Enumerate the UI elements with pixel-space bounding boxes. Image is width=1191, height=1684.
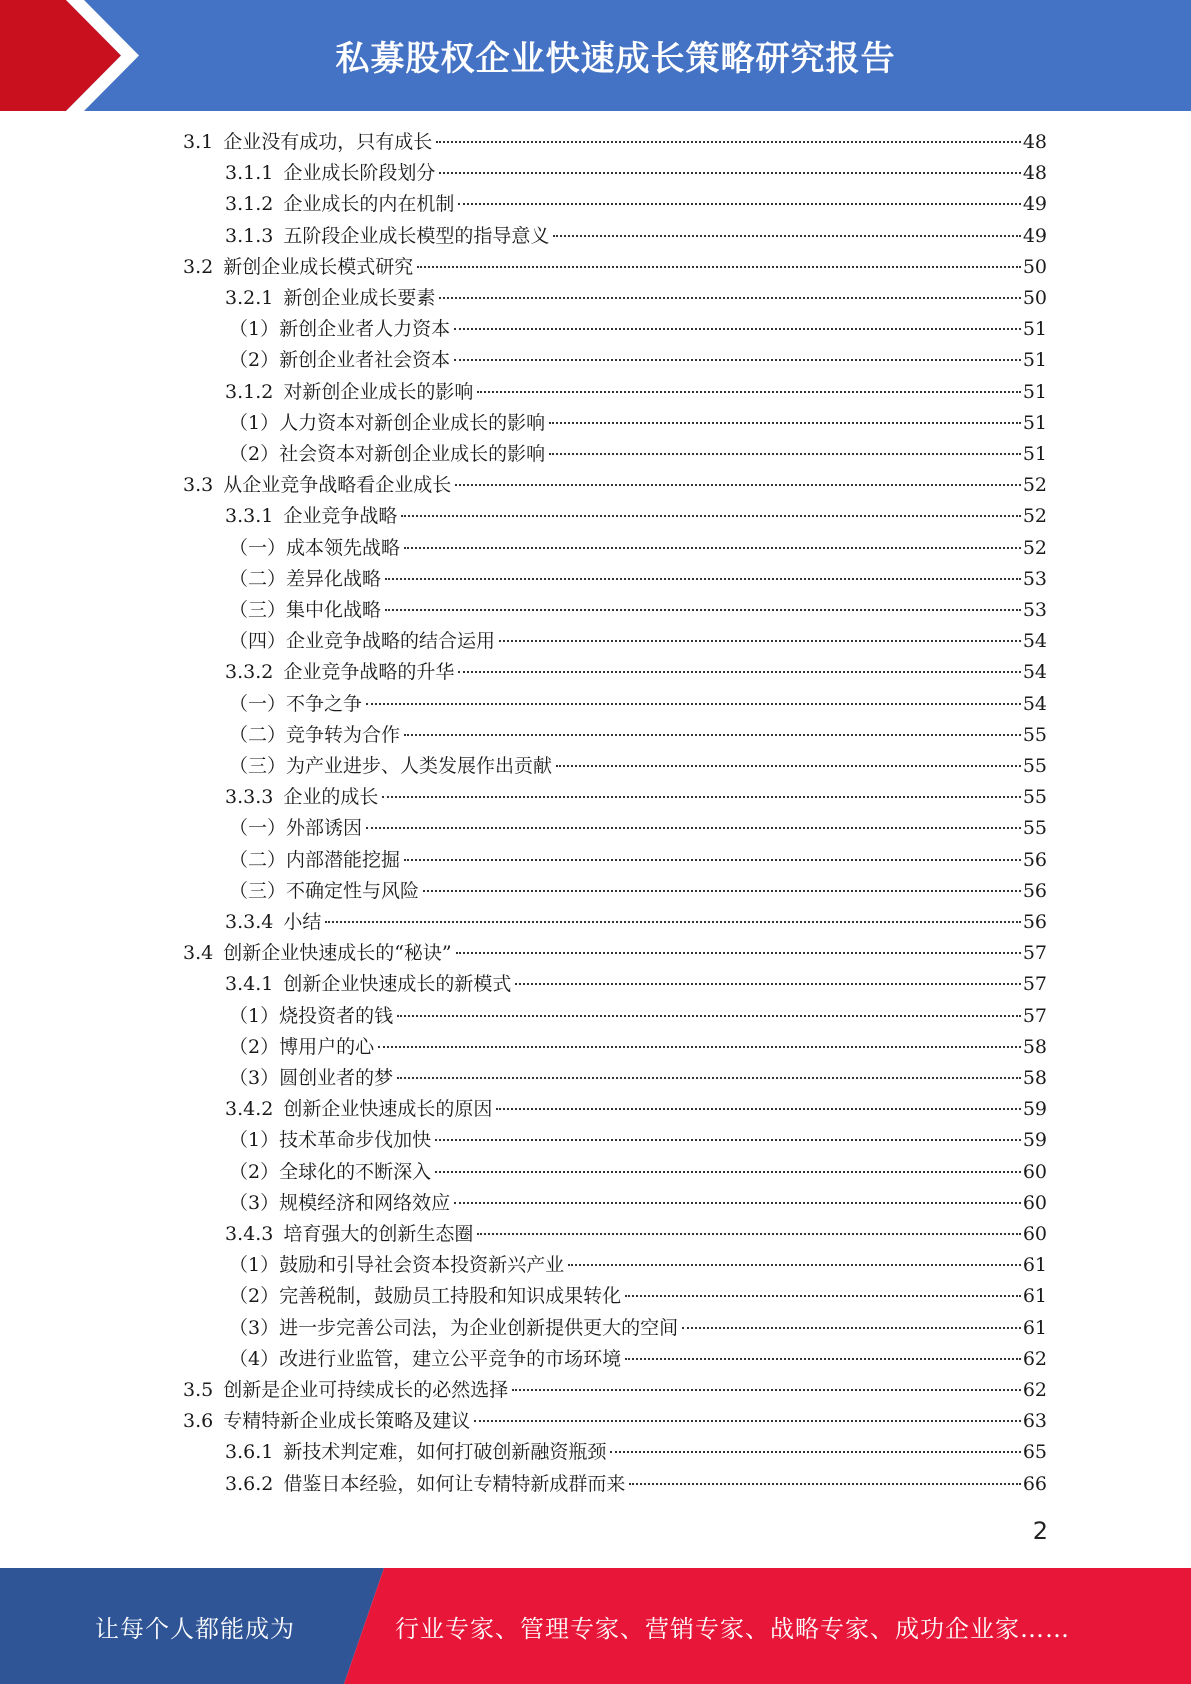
toc-entry-number: 3.1.2 bbox=[225, 193, 274, 216]
toc-entry-title: 外部诱因 bbox=[286, 817, 363, 840]
toc-entry[interactable] bbox=[229, 876, 1047, 907]
toc-entry-page: 51 bbox=[1022, 349, 1047, 372]
toc-dot-leader bbox=[435, 1139, 1021, 1141]
toc-dot-leader bbox=[515, 983, 1020, 985]
toc-entry-title: 博用户的心 bbox=[279, 1035, 375, 1058]
toc-dot-leader bbox=[325, 921, 1020, 923]
toc-entry[interactable] bbox=[225, 189, 1047, 220]
toc-entry-title: 新创企业成长模式研究 bbox=[223, 255, 414, 278]
toc-entry-number: （三） bbox=[229, 879, 287, 902]
toc-dot-leader bbox=[556, 765, 1021, 767]
toc-entry-title: 新创企业者人力资本 bbox=[279, 318, 451, 341]
toc-entry[interactable] bbox=[225, 1437, 1047, 1468]
toc-dot-leader bbox=[625, 1358, 1021, 1360]
toc-entry-number: 3.4 bbox=[183, 942, 214, 965]
toc-entry-title: 企业成长的内在机制 bbox=[283, 193, 455, 216]
toc-entry-number: （1） bbox=[229, 1004, 280, 1027]
toc-entry[interactable] bbox=[229, 1188, 1047, 1219]
toc-entry[interactable] bbox=[229, 439, 1047, 470]
toc-entry-number: （1） bbox=[229, 411, 280, 434]
toc-entry-page: 58 bbox=[1022, 1067, 1047, 1089]
toc-entry-title: 为产业进步、人类发展作出贡献 bbox=[286, 755, 553, 777]
toc-dot-leader bbox=[458, 203, 1020, 205]
toc-entry[interactable] bbox=[229, 1157, 1047, 1188]
toc-dot-leader bbox=[378, 1046, 1021, 1048]
toc-entry-number: 3.6.2 bbox=[225, 1472, 274, 1495]
toc-entry-title: 创新企业快速成长的“秘诀” bbox=[223, 942, 452, 965]
page-footer bbox=[0, 1568, 1191, 1684]
toc-entry[interactable] bbox=[225, 907, 1047, 938]
toc-entry[interactable] bbox=[225, 1219, 1047, 1250]
toc-entry-title: 技术革命步伐加快 bbox=[279, 1129, 432, 1152]
toc-entry-page: 60 bbox=[1022, 1191, 1047, 1214]
toc-entry-title: 圆创业者的梦 bbox=[279, 1067, 394, 1089]
toc-entry[interactable] bbox=[225, 1469, 1047, 1500]
toc-dot-leader bbox=[568, 1264, 1021, 1266]
toc-entry-title: 企业成长阶段划分 bbox=[283, 162, 436, 185]
toc-dot-leader bbox=[456, 952, 1021, 954]
toc-entry-number: （3） bbox=[229, 1067, 280, 1089]
toc-entry-page: 51 bbox=[1022, 443, 1047, 465]
toc-entry-page: 62 bbox=[1022, 1379, 1047, 1401]
toc-entry-title: 集中化战略 bbox=[286, 599, 382, 621]
toc-entry-number: （二） bbox=[229, 567, 287, 590]
toc-entry[interactable] bbox=[225, 782, 1047, 813]
toc-entry[interactable] bbox=[225, 283, 1047, 314]
toc-dot-leader bbox=[401, 515, 1020, 517]
toc-entry-page: 53 bbox=[1022, 599, 1047, 621]
toc-entry-title: 人力资本对新创企业成长的影响 bbox=[279, 411, 546, 434]
toc-entry[interactable] bbox=[229, 751, 1047, 782]
toc-dot-leader bbox=[435, 1171, 1021, 1173]
toc-dot-leader bbox=[423, 890, 1021, 892]
toc-entry[interactable] bbox=[229, 1063, 1047, 1094]
toc-entry-number: （二） bbox=[229, 848, 287, 871]
toc-entry-page: 61 bbox=[1022, 1254, 1047, 1277]
toc-entry-title: 企业的成长 bbox=[283, 786, 379, 809]
toc-entry-page: 62 bbox=[1022, 1347, 1047, 1370]
toc-entry-page: 60 bbox=[1022, 1223, 1047, 1245]
toc-entry-page: 52 bbox=[1022, 474, 1047, 497]
toc-entry-number: 3.1.1 bbox=[225, 162, 274, 185]
toc-entry[interactable] bbox=[229, 1281, 1047, 1312]
toc-entry-title: 不争之争 bbox=[286, 692, 363, 715]
toc-dot-leader bbox=[397, 1015, 1021, 1017]
toc-entry-title: 进一步完善公司法，为企业创新提供更大的空间 bbox=[279, 1316, 679, 1339]
toc-entry-number: 3.2 bbox=[183, 255, 214, 278]
toc-entry-page: 52 bbox=[1022, 536, 1047, 559]
toc-entry-title: 企业竞争战略的升华 bbox=[283, 661, 455, 684]
toc-entry-number: （3） bbox=[229, 1316, 280, 1339]
toc-entry-page: 55 bbox=[1022, 786, 1047, 809]
toc-entry[interactable] bbox=[229, 1125, 1047, 1156]
toc-dot-leader bbox=[404, 547, 1021, 549]
toc-entry[interactable] bbox=[183, 470, 1047, 501]
toc-entry-page: 54 bbox=[1022, 692, 1047, 715]
toc-dot-leader bbox=[625, 1295, 1021, 1297]
toc-entry-title: 竞争转为合作 bbox=[286, 723, 401, 746]
toc-entry-number: （2） bbox=[229, 443, 280, 465]
toc-entry-title: 专精特新企业成长策略及建议 bbox=[223, 1410, 471, 1433]
toc-entry[interactable] bbox=[229, 1313, 1047, 1344]
toc-entry-title: 内部潜能挖掘 bbox=[286, 848, 401, 871]
toc-entry-number: （1） bbox=[229, 1129, 280, 1152]
toc-entry[interactable] bbox=[225, 501, 1047, 532]
toc-dot-leader bbox=[549, 453, 1021, 455]
toc-entry[interactable] bbox=[229, 720, 1047, 751]
toc-entry-title: 鼓励和引导社会资本投资新兴产业 bbox=[279, 1254, 565, 1277]
toc-entry-number: 3.1.3 bbox=[225, 224, 274, 247]
toc-entry[interactable] bbox=[229, 1250, 1047, 1281]
toc-entry-title: 借鉴日本经验，如何让专精特新成群而来 bbox=[283, 1472, 626, 1495]
toc-entry-title: 培育强大的创新生态圈 bbox=[283, 1223, 474, 1245]
toc-entry[interactable] bbox=[229, 1032, 1047, 1063]
toc-dot-leader bbox=[436, 141, 1021, 143]
toc-entry-title: 烧投资者的钱 bbox=[279, 1004, 394, 1027]
toc-entry-page: 50 bbox=[1022, 255, 1047, 278]
toc-dot-leader bbox=[385, 578, 1021, 580]
toc-dot-leader bbox=[454, 359, 1021, 361]
toc-entry[interactable] bbox=[229, 595, 1047, 626]
toc-entry-page: 49 bbox=[1022, 224, 1047, 247]
toc-entry[interactable] bbox=[183, 1406, 1047, 1437]
toc-entry[interactable] bbox=[229, 689, 1047, 720]
toc-entry[interactable] bbox=[183, 252, 1047, 283]
toc-dot-leader bbox=[477, 391, 1020, 393]
toc-entry[interactable] bbox=[225, 969, 1047, 1000]
toc-entry-page: 51 bbox=[1022, 380, 1047, 403]
toc-entry-title: 全球化的不断深入 bbox=[279, 1160, 432, 1183]
toc-entry-number: 3.3.4 bbox=[225, 911, 274, 933]
toc-entry-title: 新创企业者社会资本 bbox=[279, 349, 451, 372]
toc-entry-page: 60 bbox=[1022, 1160, 1047, 1183]
toc-entry-page: 65 bbox=[1022, 1441, 1047, 1464]
toc-entry-title: 创新是企业可持续成长的必然选择 bbox=[223, 1379, 509, 1401]
toc-entry[interactable] bbox=[229, 345, 1047, 376]
toc-entry-page: 56 bbox=[1022, 911, 1047, 933]
toc-entry-page: 54 bbox=[1022, 661, 1047, 684]
toc-dot-leader bbox=[499, 640, 1021, 642]
toc-entry-number: （2） bbox=[229, 1285, 280, 1308]
toc-entry[interactable] bbox=[229, 845, 1047, 876]
toc-dot-leader bbox=[382, 796, 1020, 798]
toc-dot-leader bbox=[397, 1077, 1021, 1079]
toc-dot-leader bbox=[474, 1420, 1021, 1422]
toc-entry-number: 3.6 bbox=[183, 1410, 214, 1433]
toc-entry[interactable] bbox=[229, 1344, 1047, 1375]
toc-entry[interactable] bbox=[225, 657, 1047, 688]
toc-entry-number: （1） bbox=[229, 1254, 280, 1277]
toc-dot-leader bbox=[477, 1233, 1020, 1235]
toc-dot-leader bbox=[366, 703, 1021, 705]
toc-dot-leader bbox=[404, 859, 1021, 861]
page-header bbox=[0, 0, 1191, 111]
toc-dot-leader bbox=[417, 266, 1021, 268]
toc-entry-number: （四） bbox=[229, 630, 287, 653]
toc-entry[interactable] bbox=[229, 314, 1047, 345]
toc-entry-title: 完善税制，鼓励员工持股和知识成果转化 bbox=[279, 1285, 622, 1308]
toc-entry-page: 57 bbox=[1022, 1004, 1047, 1027]
toc-entry-page: 48 bbox=[1022, 131, 1047, 153]
toc-entry-title: 成本领先战略 bbox=[286, 536, 401, 559]
toc-entry-page: 56 bbox=[1022, 879, 1047, 902]
toc-entry-number: （2） bbox=[229, 1160, 280, 1183]
toc-entry[interactable] bbox=[229, 626, 1047, 657]
toc-entry-page: 55 bbox=[1022, 817, 1047, 840]
toc-dot-leader bbox=[454, 1202, 1021, 1204]
toc-entry-number: （三） bbox=[229, 755, 287, 777]
footer-slogan-right: 行业专家、管理专家、营销专家、战略专家、成功企业家…… bbox=[395, 1614, 1070, 1643]
toc-entry-page: 58 bbox=[1022, 1035, 1047, 1058]
toc-entry-title: 小结 bbox=[283, 911, 322, 933]
toc-entry-page: 53 bbox=[1022, 567, 1047, 590]
toc-dot-leader bbox=[549, 422, 1021, 424]
toc-entry-number: （2） bbox=[229, 349, 280, 372]
toc-entry-title: 企业竞争战略的结合运用 bbox=[286, 630, 496, 653]
toc-entry-number: 3.1.2 bbox=[225, 380, 274, 403]
toc-entry-title: 创新企业快速成长的原因 bbox=[283, 1098, 493, 1121]
toc-entry-number: （一） bbox=[229, 536, 287, 559]
toc-entry[interactable] bbox=[225, 221, 1047, 252]
toc-entry-page: 66 bbox=[1022, 1472, 1047, 1495]
toc-dot-leader bbox=[404, 734, 1021, 736]
toc-entry-page: 51 bbox=[1022, 318, 1047, 341]
toc-entry-title: 新技术判定难，如何打破创新融资瓶颈 bbox=[283, 1441, 607, 1464]
toc-entry-number: 3.4.3 bbox=[225, 1223, 274, 1245]
toc-entry-page: 51 bbox=[1022, 411, 1047, 434]
toc-entry-number: （一） bbox=[229, 692, 287, 715]
toc-entry-title: 社会资本对新创企业成长的影响 bbox=[279, 443, 546, 465]
toc-entry-title: 企业没有成功，只有成长 bbox=[223, 131, 433, 153]
toc-entry-page: 49 bbox=[1022, 193, 1047, 216]
toc-entry-title: 五阶段企业成长模型的指导意义 bbox=[283, 224, 550, 247]
toc-entry-number: 3.5 bbox=[183, 1379, 214, 1401]
toc-entry-title: 对新创企业成长的影响 bbox=[283, 380, 474, 403]
toc-dot-leader bbox=[455, 484, 1021, 486]
toc-entry-number: 3.1 bbox=[183, 131, 214, 153]
footer-slogan-left: 让每个人都能成为 bbox=[95, 1614, 295, 1643]
toc-entry-page: 50 bbox=[1022, 287, 1047, 309]
toc-entry-title: 规模经济和网络效应 bbox=[279, 1191, 451, 1214]
toc-entry-number: 3.4.1 bbox=[225, 973, 274, 996]
toc-entry[interactable] bbox=[225, 158, 1047, 189]
toc-entry-page: 55 bbox=[1022, 755, 1047, 777]
toc-dot-leader bbox=[682, 1327, 1021, 1329]
toc-entry-page: 54 bbox=[1022, 630, 1047, 653]
toc-entry-page: 59 bbox=[1022, 1098, 1047, 1121]
toc-entry-page: 57 bbox=[1022, 942, 1047, 965]
toc-dot-leader bbox=[439, 172, 1020, 174]
toc-entry[interactable] bbox=[229, 564, 1047, 595]
toc-entry-page: 57 bbox=[1022, 973, 1047, 996]
toc-entry-page: 55 bbox=[1022, 723, 1047, 746]
toc-entry-title: 企业竞争战略 bbox=[283, 505, 398, 528]
toc-entry[interactable] bbox=[183, 938, 1047, 969]
toc-entry-page: 56 bbox=[1022, 848, 1047, 871]
toc-entry-page: 59 bbox=[1022, 1129, 1047, 1152]
toc-entry-title: 从企业竞争战略看企业成长 bbox=[223, 474, 452, 497]
toc-entry-number: （2） bbox=[229, 1035, 280, 1058]
toc-entry[interactable] bbox=[225, 1094, 1047, 1125]
toc-entry[interactable] bbox=[229, 533, 1047, 564]
toc-dot-leader bbox=[553, 235, 1020, 237]
toc-entry-title: 不确定性与风险 bbox=[286, 879, 420, 902]
toc-entry-page: 61 bbox=[1022, 1316, 1047, 1339]
toc-entry-title: 创新企业快速成长的新模式 bbox=[283, 973, 512, 996]
toc-entry-number: （二） bbox=[229, 723, 287, 746]
toc-entry-page: 63 bbox=[1022, 1410, 1047, 1433]
toc-entry[interactable] bbox=[183, 127, 1047, 158]
toc-entry-number: 3.3.2 bbox=[225, 661, 274, 684]
toc-entry-number: 3.4.2 bbox=[225, 1098, 274, 1121]
toc-entry[interactable] bbox=[229, 408, 1047, 439]
toc-dot-leader bbox=[629, 1483, 1020, 1485]
toc-dot-leader bbox=[458, 671, 1020, 673]
toc-entry-page: 61 bbox=[1022, 1285, 1047, 1308]
toc-dot-leader bbox=[496, 1108, 1020, 1110]
toc-entry-number: 3.3 bbox=[183, 474, 214, 497]
toc-dot-leader bbox=[610, 1451, 1020, 1453]
header-red-chevron bbox=[0, 0, 150, 111]
toc-entry-number: 3.6.1 bbox=[225, 1441, 274, 1464]
toc-entry[interactable] bbox=[225, 377, 1047, 408]
toc-entry[interactable] bbox=[183, 1375, 1047, 1406]
toc-entry-number: （三） bbox=[229, 599, 287, 621]
toc-dot-leader bbox=[385, 609, 1021, 611]
toc-entry[interactable] bbox=[229, 813, 1047, 844]
toc-entry-number: 3.2.1 bbox=[225, 287, 274, 309]
toc-dot-leader bbox=[366, 827, 1021, 829]
toc-entry-page: 48 bbox=[1022, 162, 1047, 185]
toc-dot-leader bbox=[439, 297, 1020, 299]
toc-entry-title: 差异化战略 bbox=[286, 567, 382, 590]
toc-entry-title: 新创企业成长要素 bbox=[283, 287, 436, 309]
toc-entry[interactable] bbox=[229, 1001, 1047, 1032]
page-number: 2 bbox=[1032, 1517, 1048, 1545]
toc-entry-number: （一） bbox=[229, 817, 287, 840]
toc-entry-title: 改进行业监管，建立公平竞争的市场环境 bbox=[279, 1347, 622, 1370]
toc-dot-leader bbox=[454, 328, 1021, 330]
toc-entry-page: 52 bbox=[1022, 505, 1047, 528]
report-title: 私募股权企业快速成长策略研究报告 bbox=[335, 39, 896, 79]
toc-entry-number: （1） bbox=[229, 318, 280, 341]
toc-entry-number: 3.3.3 bbox=[225, 786, 274, 809]
toc-entry-number: （3） bbox=[229, 1191, 280, 1214]
toc-entry-number: （4） bbox=[229, 1347, 280, 1370]
toc-dot-leader bbox=[512, 1389, 1021, 1391]
toc-entry-number: 3.3.1 bbox=[225, 505, 274, 528]
